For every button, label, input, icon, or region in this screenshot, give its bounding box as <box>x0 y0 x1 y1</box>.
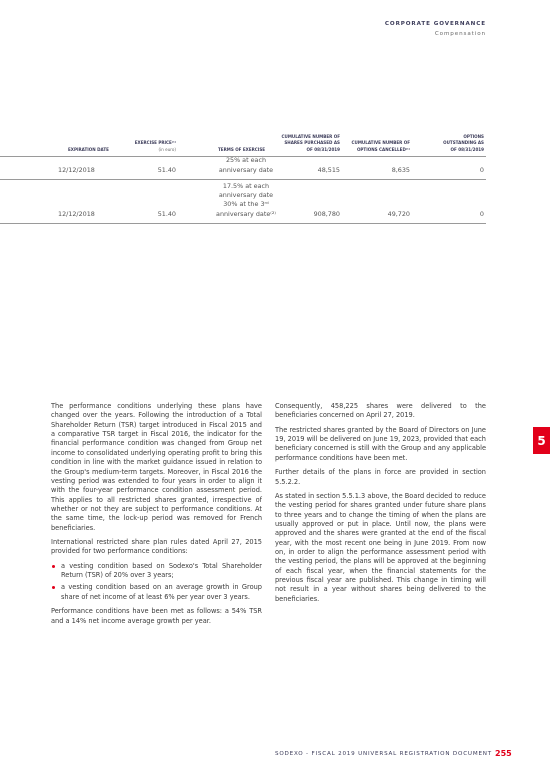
paragraph: As stated in section 5.5.1.3 above, the Board decided to reduce the vesting period for shares granted under future share plans to three years and to change the timing of when the plans are usually approved or put in place. Until now, the plans were approved and the shares were granted at the end of the fiscal year, with the most recent one being in June 2019. From now on, in order to align the performance assessment period with the vesting period, the plans will be approved at the beginning of each fiscal year, when the financial statements for the previous fiscal year are published. This change in timing will not result in a year without shares being delivered to the beneficiaries. <box>275 491 486 603</box>
header-expiration-date: EXPIRATION DATE <box>68 146 109 152</box>
subsection-title: Compensation <box>434 31 486 37</box>
footer-text: SODEXO - FISCAL 2019 UNIVERSAL REGISTRATION DOCUMENT <box>275 751 492 757</box>
header-options-outstanding <box>416 134 484 153</box>
page-number: 255 <box>495 749 512 758</box>
paragraph: International restricted share plan rules dated April 27, 2015 provided for two performance conditions: <box>51 538 262 556</box>
header-terms-of-exercise: TERMS OF EXERCISE <box>218 146 266 152</box>
header-options-outstanding-line: OF 08/31/2019 <box>450 146 484 152</box>
cell-expiration-date: 12/12/2018 <box>58 209 95 218</box>
section-title: CORPORATE GOVERNANCE <box>384 21 486 27</box>
bullet-list <box>51 562 262 602</box>
cell-shares-purchased: 908,780 <box>313 209 340 218</box>
cell-options-outstanding: 0 <box>479 209 484 218</box>
left-column <box>51 402 262 631</box>
paragraph: Consequently, 458,225 shares were delivered to the beneficiaries concerned on April 27, 2019. <box>275 402 486 420</box>
header-exercise-price-unit: (in euro) <box>158 146 176 152</box>
table-row <box>0 157 486 180</box>
paragraph: Further details of the plans in force are provided in section 5.5.2.2. <box>275 468 486 486</box>
cell-terms-line: anniversary date <box>218 165 274 174</box>
header-exercise-price-label: EXERCISE PRICE⁽¹⁾ <box>134 140 176 146</box>
cell-options-cancelled: 8,635 <box>391 165 410 174</box>
cell-terms-line: anniversary date⁽²⁾ <box>216 209 276 218</box>
cell-terms <box>206 182 286 219</box>
cell-terms-line: 30% at the 3ʳᵈ <box>223 200 269 209</box>
header-options-outstanding-line: OUTSTANDING AS <box>443 140 484 146</box>
header-exercise-price <box>110 140 176 153</box>
list-item-text: a vesting condition based on Sodexo's Total Shareholder Return (TSR) of 20% over 3 years; <box>61 561 262 580</box>
options-table <box>0 126 486 224</box>
header-options-cancelled-line: OPTIONS CANCELLED⁽¹⁾ <box>356 146 410 152</box>
cell-exercise-price: 51.40 <box>157 209 176 218</box>
list-item <box>51 583 262 602</box>
header-shares-purchased-line: SHARES PURCHASED AS <box>284 140 340 146</box>
paragraph: The restricted shares granted by the Board of Directors on June 19, 2019 will be delivered on June 19, 2023, provided that each beneficiary concerned is still with the Group and any applicable performance conditions have been met. <box>275 425 486 462</box>
header-options-cancelled-line: CUMULATIVE NUMBER OF <box>351 140 410 146</box>
list-item-text: a vesting condition based on an average growth in Group share of net income of at least 6% per year over 3 years. <box>61 583 262 601</box>
header-shares-purchased <box>268 134 340 153</box>
right-column <box>275 402 486 609</box>
table-row <box>0 180 486 224</box>
cell-terms-line: 25% at each <box>225 156 267 165</box>
cell-shares-purchased: 48,515 <box>317 165 340 174</box>
chapter-tab: 5 <box>533 427 550 454</box>
cell-options-cancelled: 49,720 <box>387 209 410 218</box>
header-options-cancelled <box>338 140 410 153</box>
cell-terms-line: 17.5% at each <box>222 181 270 190</box>
cell-expiration-date: 12/12/2018 <box>58 165 95 174</box>
cell-terms-line: anniversary date <box>218 191 274 200</box>
header-options-outstanding-line: OPTIONS <box>463 133 484 139</box>
cell-terms <box>206 156 286 175</box>
cell-options-outstanding: 0 <box>479 165 484 174</box>
header-shares-purchased-line: CUMULATIVE NUMBER OF <box>281 133 340 139</box>
table-header <box>0 126 486 157</box>
cell-exercise-price: 51.40 <box>157 165 176 174</box>
list-item <box>51 562 262 581</box>
header-shares-purchased-line: OF 08/31/2019 <box>306 146 340 152</box>
paragraph: The performance conditions underlying these plans have changed over the years. Following the introduction of a Total Shareholder Return (TSR) target introduced in Fiscal 2015 and a comparative TSR target in Fiscal 2016, the indicator for the financial performance condition was changed from Group net income to consolidated underlying operating profit to bring this condition in line with the market guidance issued in relation to the Group's medium-term targets. Moreover, in Fiscal 2016 the vesting period was extended to four years in order to align it with the four-year performance condition assessment period. This applies to all restricted shares granted, irrespective of whether or not they are subject to performance conditions. At the same time, the lock-up period was removed for French beneficiaries. <box>51 402 262 532</box>
bullet-icon <box>52 565 55 568</box>
paragraph: Performance conditions have been met as follows: a 54% TSR and a 14% net income average growth per year. <box>51 607 262 625</box>
bullet-icon <box>52 586 55 589</box>
